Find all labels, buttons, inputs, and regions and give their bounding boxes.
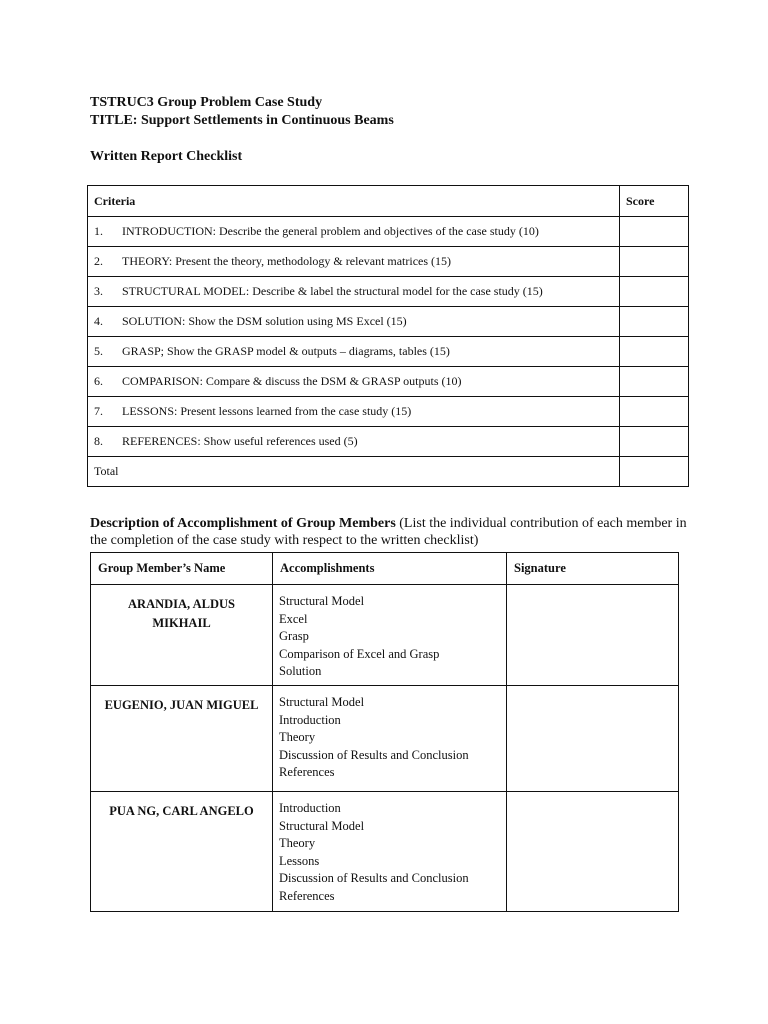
checklist-heading: Written Report Checklist [90, 149, 243, 164]
criteria-text: STRUCTURAL MODEL: Describe & label the structural model for the case study (15) [122, 284, 543, 298]
member-row [91, 585, 679, 686]
score-cell[interactable] [620, 427, 689, 457]
accomplishments-column-header: Accomplishments [273, 553, 507, 585]
accomplishment-item: Theory [279, 836, 316, 850]
checklist-row [88, 277, 689, 307]
member-name: ARANDIA, ALDUS [128, 597, 235, 611]
criteria-text: THEORY: Present the theory, methodology & relevant matrices (15) [122, 254, 452, 268]
accomplishments-cell [273, 792, 507, 912]
item-number: 1. [94, 224, 103, 238]
accomplishment-item: Excel [279, 611, 308, 626]
score-cell[interactable] [620, 367, 689, 397]
members-header-row [91, 553, 679, 585]
accomplishment-item: Discussion of Results and Conclusion [279, 871, 469, 885]
checklist-header-row [88, 186, 689, 217]
signature-cell[interactable] [507, 792, 679, 912]
accomplishment-item: Solution [279, 664, 322, 678]
checklist-row [88, 367, 689, 397]
signature-cell[interactable] [507, 686, 679, 792]
item-number: 7. [94, 404, 103, 418]
member-name-cell [91, 585, 273, 686]
accomplishment-item: Comparison of Excel and Grasp [279, 646, 440, 661]
member-name-cell [91, 686, 273, 792]
accomplishment-item: Lessons [279, 853, 320, 868]
criteria-text: LESSONS: Present lessons learned from the case study (15) [122, 404, 412, 418]
case-study-title: TITLE: Support Settlements in Continuous Beams [90, 113, 394, 128]
criteria-text: REFERENCES: Show useful references used (5) [122, 434, 358, 448]
item-number: 3. [94, 284, 103, 298]
score-cell[interactable] [620, 337, 689, 367]
accomplishment-item: References [279, 888, 335, 903]
accomplishment-item: References [279, 765, 335, 779]
checklist-row [88, 307, 689, 337]
course-title: TSTRUC3 Group Problem Case Study [90, 95, 323, 110]
accomplishment-item: Discussion of Results and Conclusion [279, 747, 469, 762]
criteria-cell [88, 397, 620, 427]
criteria-cell [88, 307, 620, 337]
criteria-cell [88, 217, 620, 247]
criteria-column-header: Criteria [88, 186, 620, 217]
criteria-cell [88, 247, 620, 277]
member-name-cell [91, 792, 273, 912]
score-cell[interactable] [620, 217, 689, 247]
score-column-header: Score [620, 186, 689, 217]
score-cell[interactable] [620, 397, 689, 427]
accomplishment-item: Introduction [279, 801, 341, 815]
criteria-cell [88, 277, 620, 307]
accomplishment-item: Introduction [279, 712, 341, 727]
score-cell[interactable] [620, 247, 689, 277]
score-cell[interactable] [620, 277, 689, 307]
criteria-text: GRASP; Show the GRASP model & outputs – diagrams, tables (15) [122, 344, 450, 358]
score-cell[interactable] [620, 307, 689, 337]
item-number: 4. [94, 314, 103, 328]
checklist-row [88, 247, 689, 277]
accomplishments-cell [273, 585, 507, 686]
description-heading: Description of Accomplishment of Group Members [90, 516, 396, 531]
accomplishment-item: Structural Model [279, 695, 365, 709]
group-members-table [90, 552, 679, 912]
item-number: 6. [94, 374, 103, 388]
criteria-text: COMPARISON: Compare & discuss the DSM & GRASP outputs (10) [122, 374, 462, 388]
member-name: EUGENIO, JUAN MIGUEL [104, 698, 259, 712]
member-row [91, 686, 679, 792]
member-name-continued: MIKHAIL [152, 616, 211, 630]
accomplishment-item: Structural Model [279, 594, 365, 608]
member-name: PUA NG, CARL ANGELO [109, 804, 254, 818]
item-number: 8. [94, 434, 103, 448]
written-report-checklist-table [87, 185, 689, 487]
checklist-row [88, 217, 689, 247]
name-column-header: Group Member’s Name [91, 553, 273, 585]
document-header [90, 94, 394, 130]
total-label: Total [88, 457, 620, 487]
item-number: 5. [94, 344, 103, 358]
checklist-total-row [88, 457, 689, 487]
checklist-row [88, 427, 689, 457]
accomplishment-description [90, 515, 690, 549]
criteria-cell [88, 427, 620, 457]
accomplishment-item: Theory [279, 730, 316, 744]
criteria-cell [88, 367, 620, 397]
total-score-cell[interactable] [620, 457, 689, 487]
accomplishments-cell [273, 686, 507, 792]
criteria-text: INTRODUCTION: Describe the general problem and objectives of the case study (10) [122, 224, 539, 238]
signature-column-header: Signature [507, 553, 679, 585]
description-instructions: (List the individual contribution of each member in the completion of the case study with respect to the written checklist) [90, 516, 687, 548]
criteria-text: SOLUTION: Show the DSM solution using MS Excel (15) [122, 314, 407, 328]
item-number: 2. [94, 254, 103, 268]
criteria-cell [88, 337, 620, 367]
signature-cell[interactable] [507, 585, 679, 686]
accomplishment-item: Structural Model [279, 818, 365, 833]
checklist-row [88, 337, 689, 367]
member-row [91, 792, 679, 912]
checklist-row [88, 397, 689, 427]
accomplishment-item: Grasp [279, 629, 309, 643]
